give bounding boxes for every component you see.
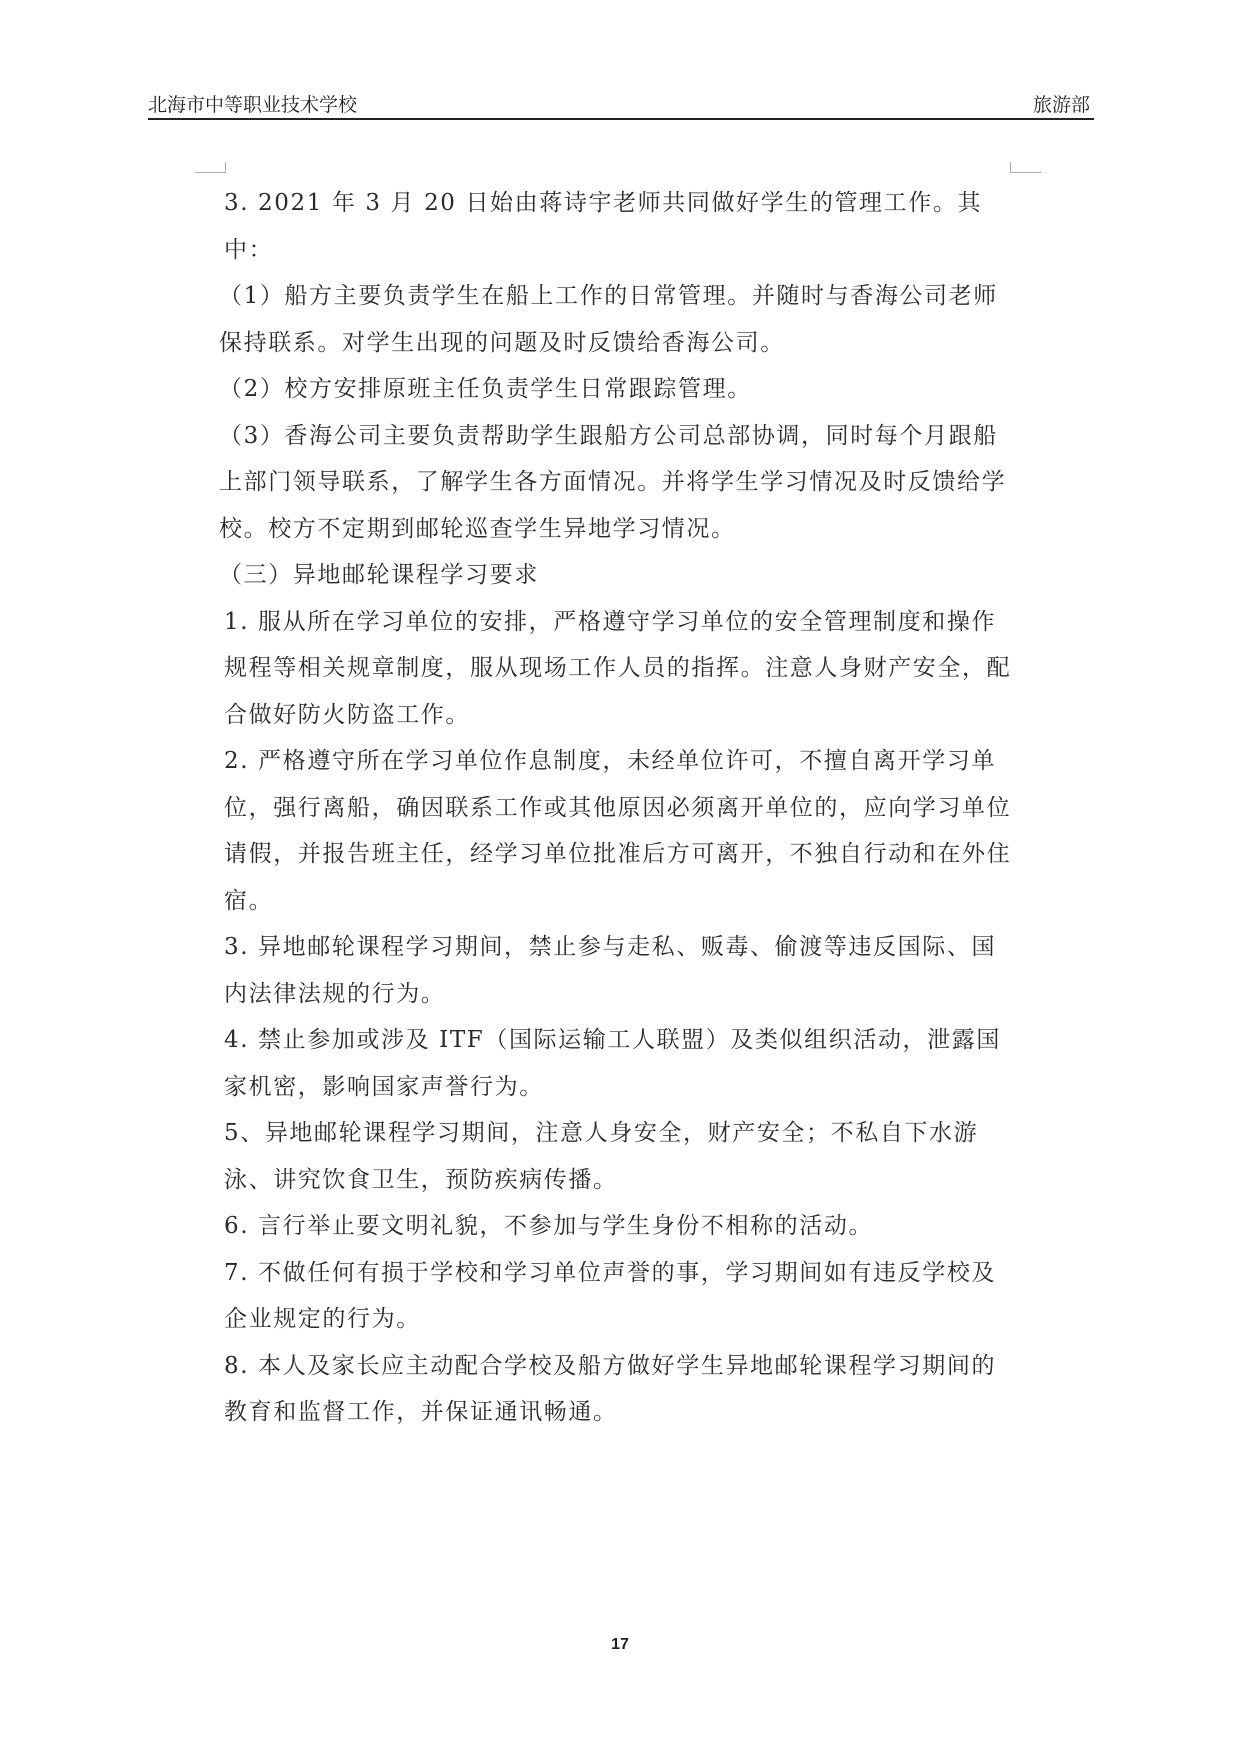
- paragraph-company-duty: （3）香海公司主要负责帮助学生跟船方公司总部协调，同时每个月跟船上部门领导联系，了解学生各方面情况。并将学生学习情况及时反馈给学校。校方不定期到邮轮巡查学生异地学习情况。: [219, 422, 1007, 542]
- crop-mark-top-right: [1010, 162, 1041, 173]
- page-number: 17: [611, 1636, 629, 1653]
- paragraph-management-intro: 3. 2021 年 3 月 20 日始由蒋诗宇老师共同做好学生的管理工作。其中：: [224, 190, 983, 263]
- paragraph-ship-duty: （1）船方主要负责学生在船上工作的日常管理。并随时与香海公司老师保持联系。对学生出现的问题及时反馈给香海公司。: [219, 283, 998, 356]
- crop-mark-top-left: [195, 162, 226, 173]
- requirement-item-6: 6. 言行举止要文明礼貌，不参加与学生身份不相称的活动。: [224, 1213, 874, 1239]
- requirement-item-8: 8. 本人及家长应主动配合学校及船方做好学生异地邮轮课程学习期间的教育和监督工作，并保证通讯畅通。: [224, 1352, 997, 1425]
- requirement-item-1: 1. 服从所在学习单位的安排，严格遵守学习单位的安全管理制度和操作规程等相关规章制度，服从现场工作人员的指挥。注意人身财产安全，配合做好防火防盗工作。: [224, 608, 1012, 728]
- requirement-item-2: 2. 严格遵守所在学习单位作息制度，未经单位许可，不擅自离开学习单位，强行离船，确因联系工作或其他原因必须离开单位的，应向学习单位请假，并报告班主任，经学习单位批准后方可离开，不独自行动和在外住宿。: [224, 748, 1012, 914]
- header-school-name: 北海市中等职业技术学校: [148, 94, 358, 116]
- requirement-item-4: 4. 禁止参加或涉及 ITF（国际运输工人联盟）及类似组织活动，泄露国家机密，影响国家声誉行为。: [224, 1027, 1001, 1100]
- section-heading-requirements: （三）异地邮轮课程学习要求: [219, 562, 539, 588]
- requirement-item-7: 7. 不做任何有损于学校和学习单位声誉的事，学习期间如有违反学校及企业规定的行为。: [224, 1259, 997, 1332]
- header-department: 旅游部: [1032, 94, 1090, 116]
- document-body: [219, 180, 1016, 1436]
- page-header: [148, 88, 1094, 120]
- paragraph-school-duty: （2）校方安排原班主任负责学生日常跟踪管理。: [219, 376, 752, 402]
- requirement-item-5: 5、异地邮轮课程学习期间，注意人身安全，财产安全；不私自下水游泳、讲究饮食卫生，预防疾病传播。: [224, 1120, 979, 1193]
- requirement-item-3: 3. 异地邮轮课程学习期间，禁止参与走私、贩毒、偷渡等违反国际、国内法律法规的行为。: [224, 934, 997, 1007]
